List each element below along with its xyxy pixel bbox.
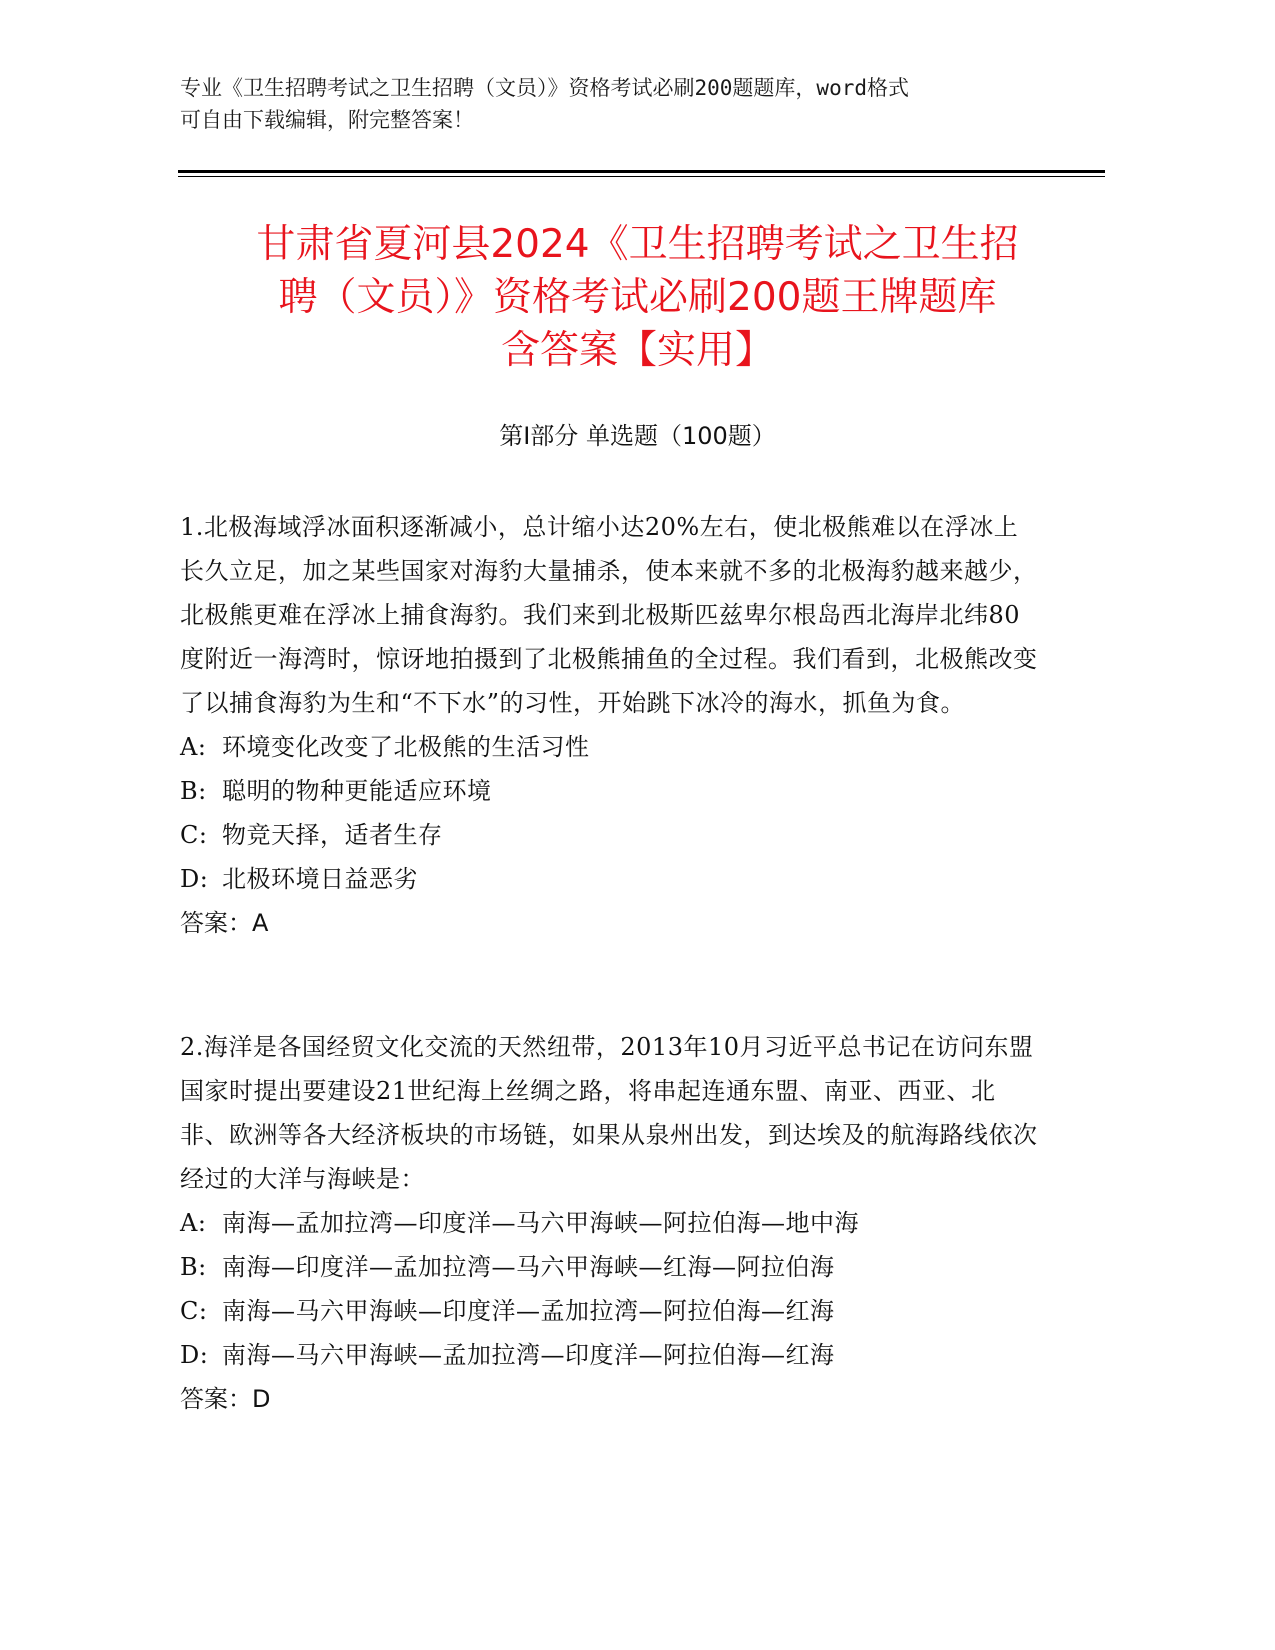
document-title-line-1: 甘肃省夏河县2024《卫生招聘考试之卫生招 bbox=[256, 222, 1019, 267]
document-title bbox=[150, 218, 1125, 377]
option-d bbox=[180, 1333, 1040, 1377]
option-text: 物竞天择，适者生存 bbox=[222, 821, 443, 849]
question-stem: 1.北极海域浮冰面积逐渐减小，总计缩小达20%左右，使北极熊难以在浮冰上长久立足，加之某些国家对海豹大量捕杀，使本来就不多的北极海豹越来越少，北极熊更难在浮冰上捕食海豹。我们来到北极斯匹兹卑尔根岛西北海岸北纬80度附近一海湾时，惊讶地拍摄到了北极熊捕鱼的全过程。我们看到，北极熊改变了以捕食海豹为生和“不下水”的习性，开始跳下冰冷的海水，抓鱼为食。 bbox=[180, 513, 1038, 717]
option-letter: C: bbox=[180, 1297, 208, 1325]
option-c bbox=[180, 1289, 1040, 1333]
option-d bbox=[180, 857, 1040, 901]
section-heading: 第Ⅰ部分 单选题（100题） bbox=[499, 422, 776, 450]
header-note-line-2: 可自由下载编辑，附完整答案！ bbox=[180, 108, 474, 132]
option-letter: C: bbox=[180, 821, 208, 849]
option-text: 南海—马六甲海峡—孟加拉湾—印度洋—阿拉伯海—红海 bbox=[222, 1341, 835, 1369]
question-2 bbox=[180, 1025, 1040, 1421]
document-title-line-3: 含答案【实用】 bbox=[500, 328, 774, 373]
option-b bbox=[180, 769, 1040, 813]
header-divider-thick bbox=[178, 170, 1105, 173]
option-letter: A: bbox=[180, 733, 207, 761]
option-letter: B: bbox=[180, 1253, 207, 1281]
option-letter: B: bbox=[180, 777, 207, 805]
option-c bbox=[180, 813, 1040, 857]
option-text: 南海—马六甲海峡—印度洋—孟加拉湾—阿拉伯海—红海 bbox=[222, 1297, 835, 1325]
option-letter: A: bbox=[180, 1209, 207, 1237]
question-1 bbox=[180, 505, 1040, 945]
question-stem: 2.海洋是各国经贸文化交流的天然纽带，2013年10月习近平总书记在访问东盟国家时提出要建设21世纪海上丝绸之路，将串起连通东盟、南亚、西亚、北非、欧洲等各大经济板块的市场链，如果从泉州出发，到达埃及的航海路线依次经过的大洋与海峡是： bbox=[180, 1033, 1038, 1193]
header-divider-thin bbox=[178, 176, 1105, 177]
option-a bbox=[180, 1201, 1040, 1245]
option-a bbox=[180, 725, 1040, 769]
header-note bbox=[180, 72, 1080, 136]
option-letter: D: bbox=[180, 1341, 209, 1369]
option-text: 北极环境日益恶劣 bbox=[222, 865, 418, 893]
option-text: 南海—印度洋—孟加拉湾—马六甲海峡—红海—阿拉伯海 bbox=[222, 1253, 835, 1281]
answer: 答案：A bbox=[180, 909, 269, 937]
option-text: 环境变化改变了北极熊的生活习性 bbox=[222, 733, 590, 761]
header-note-line-1: 专业《卫生招聘考试之卫生招聘（文员）》资格考试必刷200题题库，word格式 bbox=[180, 76, 909, 100]
option-text: 南海—孟加拉湾—印度洋—马六甲海峡—阿拉伯海—地中海 bbox=[222, 1209, 859, 1237]
option-b bbox=[180, 1245, 1040, 1289]
option-letter: D: bbox=[180, 865, 209, 893]
option-text: 聪明的物种更能适应环境 bbox=[222, 777, 492, 805]
answer: 答案：D bbox=[180, 1385, 271, 1413]
document-title-line-2: 聘（文员）》资格考试必刷200题王牌题库 bbox=[278, 275, 997, 320]
